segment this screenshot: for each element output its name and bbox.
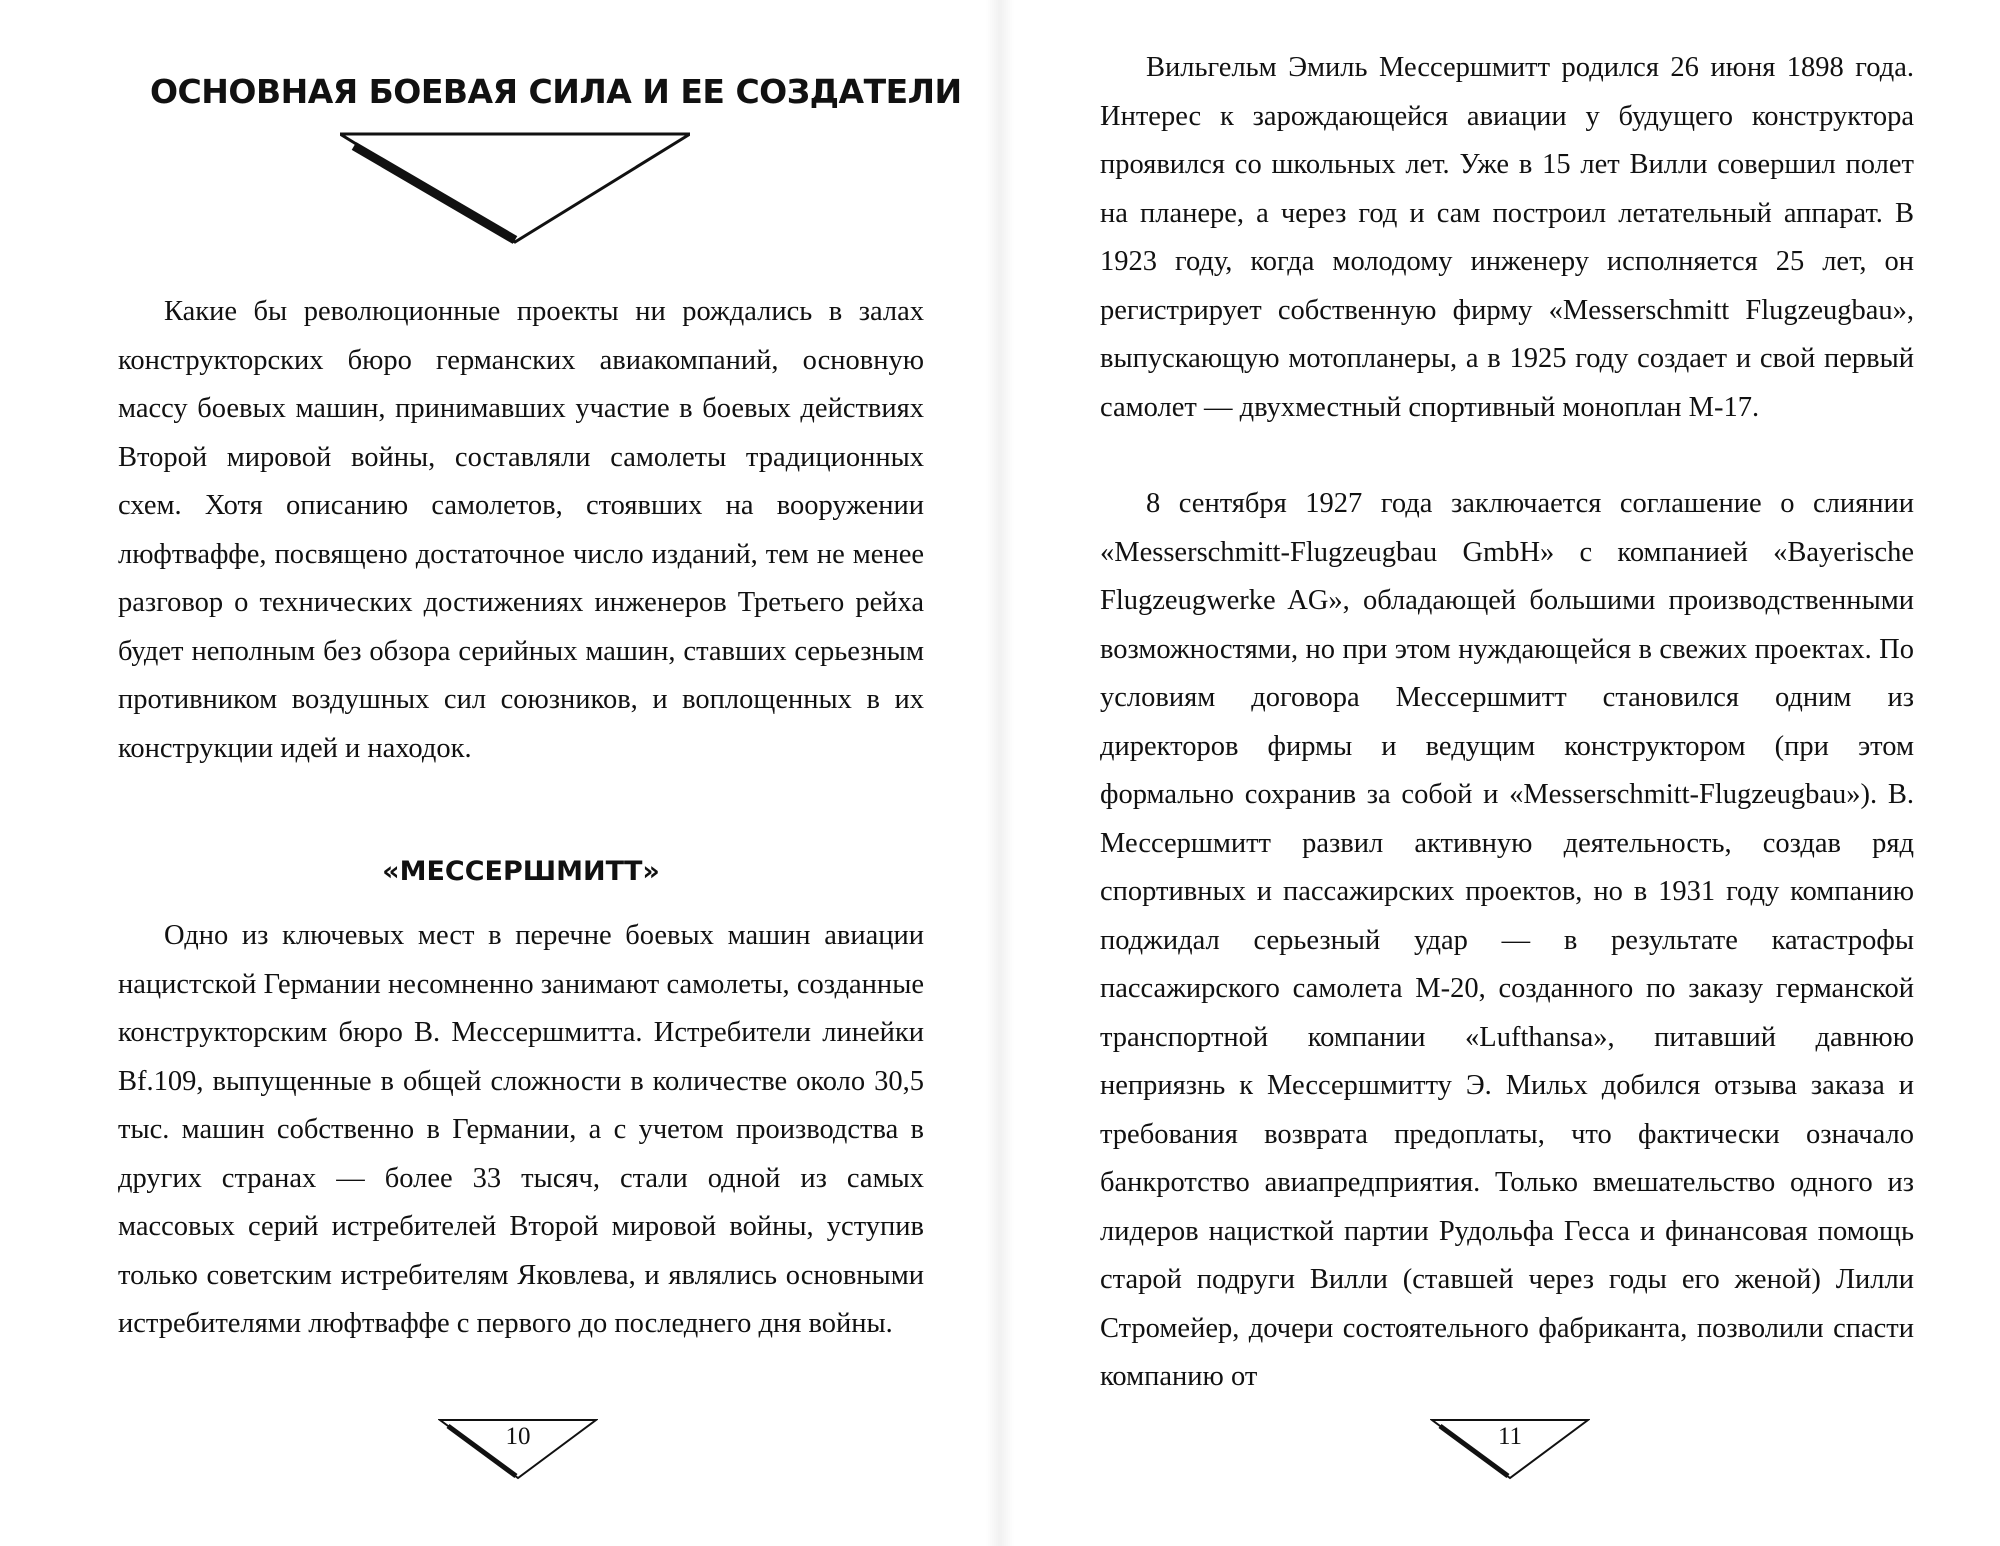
page-number-marker	[438, 1418, 598, 1480]
chapter-title: ОСНОВНАЯ БОЕВАЯ СИЛА И ЕЕ СОЗДАТЕЛИ	[150, 72, 962, 111]
page-number: 10	[505, 1423, 531, 1450]
biography-paragraph-1: Вильгельм Эмиль Мессершмитт родился 26 июня 1898 года. Интерес к зарождающейся авиации у будущего конструктора проявился со школьных лет. Уже в 15 лет Вилли совершил полет на планере, а через год и сам построил летательный аппарат. В 1923 году, когда молодому инженеру исполняется 25 лет, он регистрирует собственную фирму «Messerschmitt Flugzeugbau», выпускающую мотопланеры, а в 1925 году создает и свой первый самолет — двухместный спортивный моноплан М-17.	[1100, 52, 1914, 423]
title-triangle-ornament	[340, 132, 690, 244]
section-paragraph: Одно из ключевых мест в перечне боевых машин авиации нацистской Германии несомненно занимают самолеты, созданные конструкторским бюро В. Мессершмитта. Истребители линейки Bf.109, выпущенные в общей сложности в количестве около 30,5 тыс. машин собственно в Германии, а с учетом производства в других странах — более 33 тысяч, стали одной из самых массовых серий истребителей Второй мировой войны, уступив только советским истребителям Яковлева, и являлись основными истребителями люфтваффе с первого до последнего дня войны.	[118, 920, 924, 1339]
intro-paragraph: Какие бы революционные проекты ни рождались в залах конструкторских бюро германских авиакомпаний, основную массу боевых машин, принимавших участие в боевых действиях Второй мировой войны, составляли самолеты традиционных схем. Хотя описанию самолетов, стоявших на вооружении люфтваффе, посвящено достаточное число изданий, тем не менее разговор о технических достижениях инженеров Третьего рейха будет неполным без обзора серийных машин, ставших серьезным противником воздушных сил союзников, и воплощенных в их конструкции идей и находок.	[118, 296, 924, 764]
page-number-marker	[1430, 1418, 1590, 1480]
page-number: 11	[1497, 1423, 1523, 1450]
biography-paragraph-2: 8 сентября 1927 года заключается соглашение о слиянии «Messerschmitt-Flugzeugbau GmbH» с компанией «Bayerische Flugzeugwerke AG», обладающей большими производственными возможностями, но при этом нуждающейся в свежих проектах. По условиям договора Мессершмитт становился одним из директоров фирмы и ведущим конструктором (при этом формально сохранив за собой и «Messerschmitt-Flugzeugbau»). В. Мессершмитт развил активную деятельность, создав ряд спортивных и пассажирских проектов, но в 1931 году компанию поджидал серьезный удар — в результате катастрофы пассажирского самолета М-20, созданного по заказу германской транспортной компании «Lufthansa», питавший давнюю неприязнь к Мессершмитту Э. Мильх добился отзыва заказа и требования возврата предоплаты, что фактически означало банкротство авиапредприятия. Только вмешательство одного из лидеров нацисткой партии Рудольфа Гесса и финансовая помощь старой подруги Вилли (ставшей через годы его женой) Лилли Стромейер, дочери состоятельного фабриканта, позволили спасти компанию от	[1100, 488, 1914, 1392]
right-page	[1000, 0, 2000, 1546]
section-heading-messerschmitt: «МЕССЕРШМИТТ»	[382, 856, 660, 887]
